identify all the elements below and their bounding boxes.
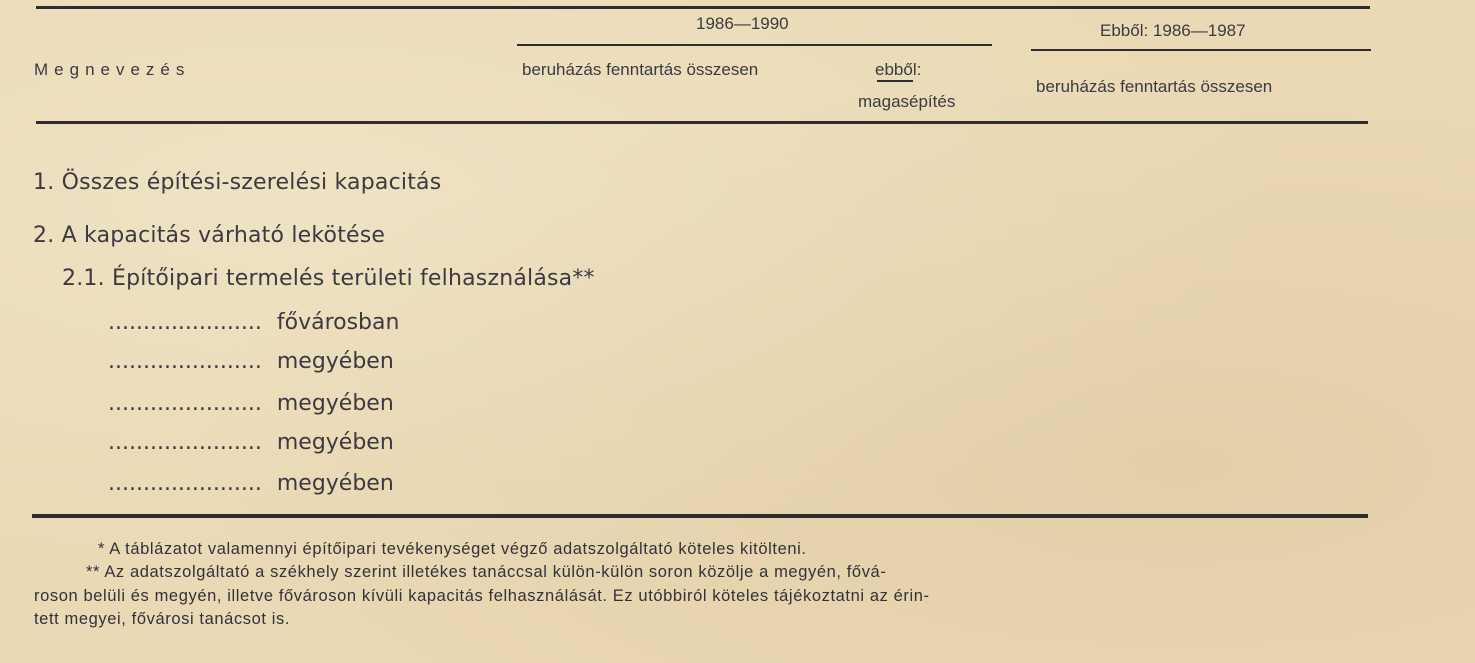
row-total-capacity: 1. Összes építési-szerelési kapacitás	[33, 170, 442, 195]
sub-item-label: megyében	[276, 349, 394, 374]
header-bottom-rule	[36, 121, 1368, 124]
dot-leader: ......................	[108, 310, 262, 335]
period-secondary-columns: beruházás fenntartás összesen	[1036, 77, 1273, 96]
period-main-title: 1986—1990	[696, 14, 789, 33]
dot-leader: ......................	[108, 471, 262, 496]
sub-item-label: megyében	[276, 391, 394, 416]
table-bottom-rule	[32, 514, 1368, 518]
row-capacity-commitment: 2. A kapacitás várható lekötése	[33, 223, 386, 248]
list-item	[108, 349, 394, 374]
footnote-2-line-1: ** Az adatszolgáltató a székhely szerint illetékes tanáccsal külön-külön soron közölje a megyén, fővá-	[86, 563, 887, 581]
period-main-columns: beruházás fenntartás összesen	[522, 60, 759, 79]
sub-item-label: megyében	[276, 430, 394, 455]
list-item	[108, 430, 394, 455]
column-label-megnevezes: Megnevezés	[34, 60, 191, 79]
period-secondary-title: Ebből: 1986—1987	[1100, 21, 1246, 40]
list-item	[108, 310, 399, 335]
dot-leader: ......................	[108, 391, 262, 416]
list-item	[108, 391, 394, 416]
sub-item-label: fővárosban	[276, 310, 400, 335]
dot-leader: ......................	[108, 430, 262, 455]
top-rule	[36, 6, 1370, 9]
footnote-2-line-2: roson belüli és megyén, illetve fővároson kívüli kapacitás felhasználását. Ez utóbbiról köteles tájékoztatni az érin-	[34, 587, 930, 605]
footnote-1: * A táblázatot valamennyi építőipari tevékenységet végző adatszolgáltató köteles kitölteni.	[98, 540, 807, 558]
period-secondary-rule	[1031, 49, 1371, 51]
row-regional-usage: 2.1. Építőipari termelés területi felhasználása**	[62, 266, 595, 291]
period-main-rule	[517, 44, 992, 46]
period-main-of-which: ebből:	[875, 60, 922, 79]
list-item	[108, 471, 394, 496]
sub-item-label: megyében	[276, 471, 394, 496]
footnote-2-line-3: tett megyei, fővárosi tanácsot is.	[34, 610, 291, 628]
dot-leader: ......................	[108, 349, 262, 374]
period-main-subcolumn: magasépítés	[858, 92, 956, 111]
of-which-underline	[877, 80, 913, 82]
